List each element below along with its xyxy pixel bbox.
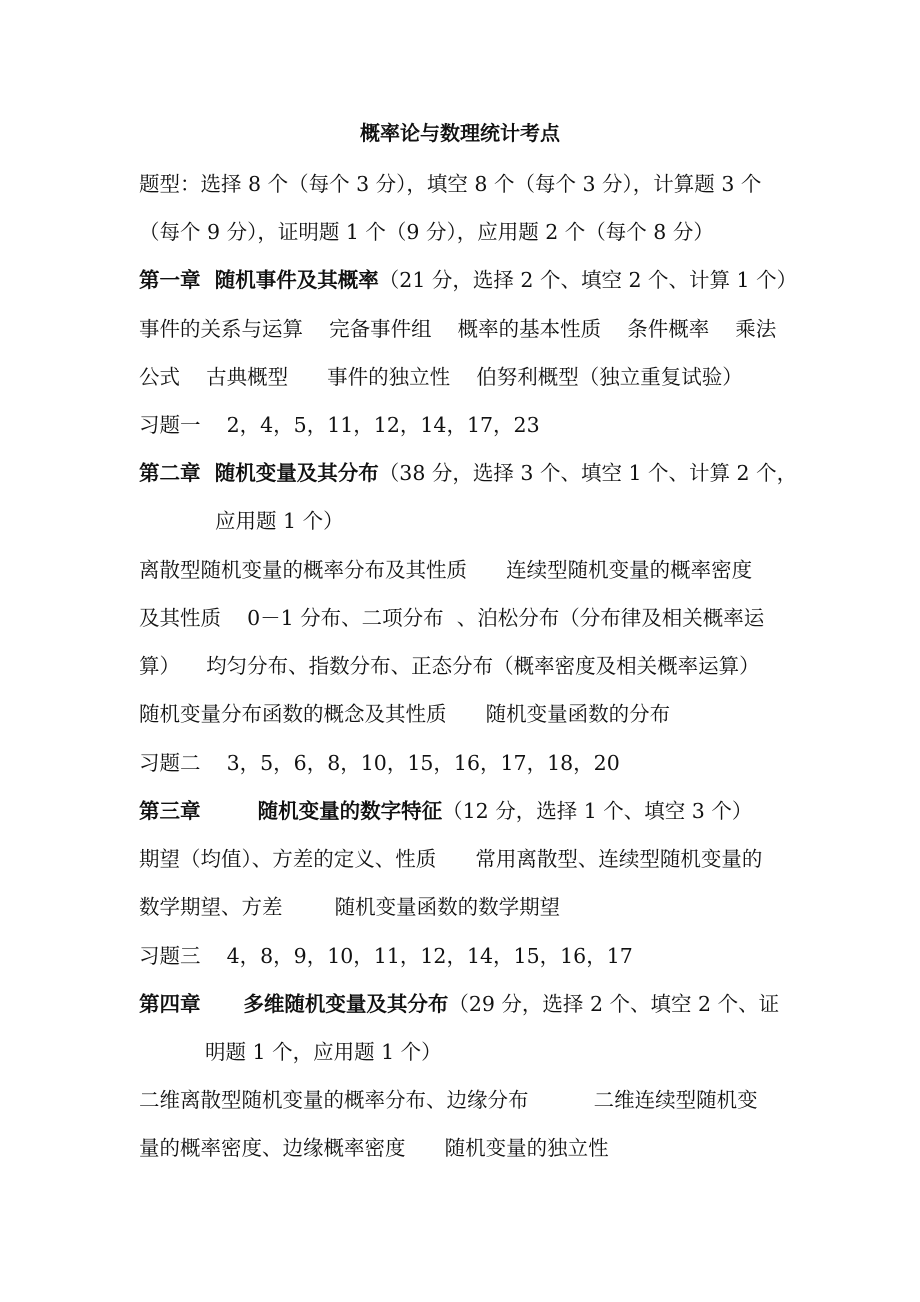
chapter-2-score-info: （38 分，选择 3 个、填空 1 个、计算 2 个，	[378, 461, 798, 485]
chapter-1-topics-line-1: 事件的关系与运算 完备事件组 概率的基本性质 条件概率 乘法	[139, 317, 777, 341]
intro-line-1: 题型：选择 8 个（每个 3 分），填空 8 个（每个 3 分），计算题 3 个	[139, 172, 762, 196]
chapter-2-exercises: 习题二 3，5，6，8，10，15，16，17，18，20	[139, 751, 620, 775]
chapter-4-topics-line-1: 二维离散型随机变量的概率分布、边缘分布 二维连续型随机变	[139, 1088, 758, 1112]
chapter-3-score-info: （12 分，选择 1 个、填空 3 个）	[442, 799, 753, 823]
chapter-2-topics-line-1: 离散型随机变量的概率分布及其性质 连续型随机变量的概率密度	[139, 558, 753, 582]
chapter-2-topics-line-4: 随机变量分布函数的概念及其性质 随机变量函数的分布	[139, 702, 671, 726]
document-title: 概率论与数理统计考点	[360, 121, 560, 145]
chapter-1-exercises: 习题一 2，4，5，11，12，14，17，23	[139, 413, 540, 437]
chapter-2-topics-line-2: 及其性质 0－1 分布、二项分布 、泊松分布（分布律及相关概率运	[139, 606, 765, 630]
chapter-4-score-info: （29 分，选择 2 个、填空 2 个、证	[448, 992, 780, 1016]
chapter-4-title: 第四章 多维随机变量及其分布	[139, 992, 449, 1016]
chapter-3-topics-line-2: 数学期望、方差 随机变量函数的数学期望	[139, 895, 561, 919]
chapter-4-heading-line	[139, 990, 779, 1018]
chapter-4-topics-line-2: 量的概率密度、边缘概率密度 随机变量的独立性	[139, 1136, 609, 1160]
chapter-3-exercises: 习题三 4，8，9，10，11，12，14，15，16，17	[139, 944, 633, 968]
intro-line-2: （每个 9 分），证明题 1 个（9 分），应用题 2 个（每个 8 分）	[139, 220, 714, 244]
chapter-2-title: 第二章 随机变量及其分布	[139, 461, 379, 485]
chapter-4-score-info-cont: 明题 1 个，应用题 1 个）	[205, 1040, 442, 1064]
chapter-3-heading-line	[139, 797, 752, 825]
chapter-1-heading-line	[139, 266, 797, 294]
chapter-1-topics-line-2: 公式 古典概型 事件的独立性 伯努利概型（独立重复试验）	[139, 365, 743, 389]
chapter-2-topics-line-3: 算） 均匀分布、指数分布、正态分布（概率密度及相关概率运算）	[139, 654, 760, 678]
chapter-1-score-info: （21 分，选择 2 个、填空 2 个、计算 1 个）	[378, 268, 798, 292]
chapter-3-topics-line-1: 期望（均值）、方差的定义、性质 常用离散型、连续型随机变量的	[139, 847, 763, 871]
chapter-2-heading-line	[139, 459, 797, 487]
chapter-1-title: 第一章 随机事件及其概率	[139, 268, 379, 292]
chapter-2-score-info-cont: 应用题 1 个）	[215, 509, 344, 533]
chapter-3-title: 第三章 随机变量的数字特征	[139, 799, 443, 823]
